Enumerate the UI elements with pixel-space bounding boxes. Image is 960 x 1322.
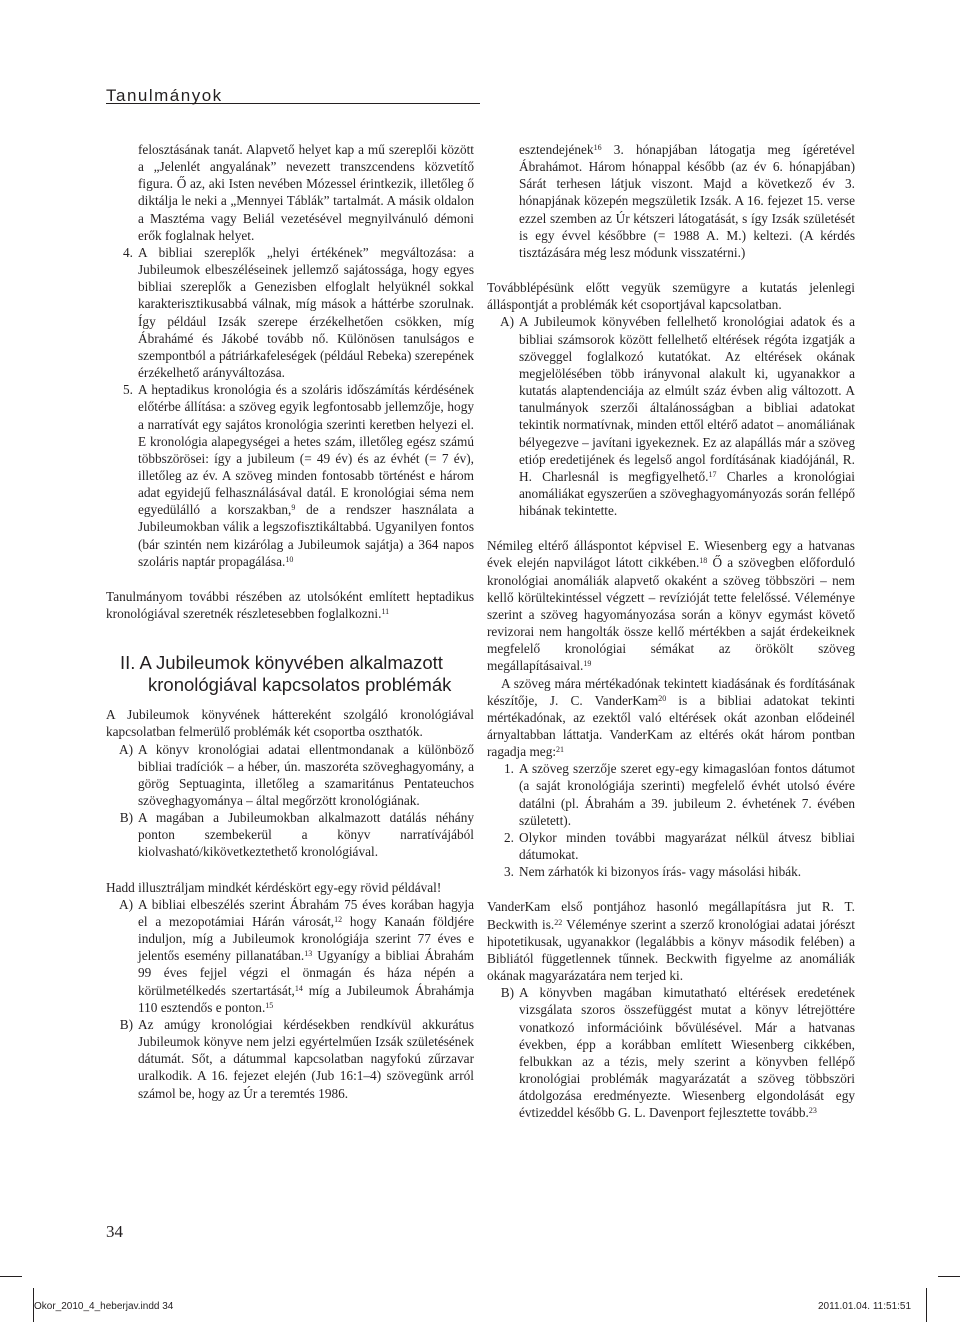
group-item-b [106,809,474,860]
group-item-a [106,741,474,810]
footnote-ref: 12 [334,914,343,924]
footer-timestamp: 2011.01.04. 11:51:51 [818,1301,912,1312]
section-title-line: II. A Jubileumok könyvében alkalmazott [120,652,443,674]
wiesenberg-paragraph [487,537,855,674]
item-text-part: A bibliai elbeszélés szerint Ábrahám 75 éves korában hagyja el a mezopotámiai Hárán városát, [138,896,474,929]
item-text-part: A könyvben magában kimutatható eltérések eredetének vizsgálata szoros összefüggést mutat a könyv létrejöttére vonatkozó információink bővülésével. Már a hatvanas években, épp a korábban említett Wiesenberg cikkében, felbukkan az a tézis, mely szerint a könyvben fellépő kronológiai problémák magyarázatát a szöveg többszöri átdolgozása eredményezte. Wiesenberg elgondolását egy évtizeddel később G. L. Davenport fejlesztette tovább. [519,985,855,1121]
page-number: 34 [106,1222,123,1241]
footnote-ref: 9 [291,503,296,513]
proceed-paragraph: Továbblépésünk előtt vegyük szemügyre a kutatás jelenlegi álláspontját a problémák két csoportjával kapcsolatban. [487,280,855,313]
numbered-point-3 [487,863,855,880]
footer-filename: Okor_2010_4_heberjav.indd 34 [34,1301,174,1312]
footnote-ref: 15 [265,1000,274,1010]
running-header: Tanulmányok [106,86,223,105]
footnote-ref: 10 [285,554,294,564]
footnote-ref: 18 [699,556,708,566]
paragraph-text: Ő a szövegben előforduló kronológiai anomáliák alapvető okaként a szöveg többszöri – nem kellő körültekintéssel végzett – revízióját tette felelőssé. Véleménye szerint a szöveg hagyományozása során a könyv egymást követő revizorai nem hangolták össze kellő mértékben a saját érdekeiknek megfelelő kronológiai sémákat az örökölt szöveg megállapításaival. [487,555,855,674]
item-text-part: A Jubileumok könyvében fellelhető kronológiai adatok és a bibliai számsorok között fellelhető eltérések régóta izgatják a szöveggel foglalkozó kutatókat. Az eltérések okának megjelölésében több irányvonal alakult ki, ugyanakkor a kutatás alaptendenciája az elmúlt száz évben alig változott. A tanulmányok szerzői általánosságban a bibliai adatokat tekintik normatívnak, minden ettől eltérő adatot – anomáliának bélyegezve – javítani igyekeznek. Ez az alapállás már a szöveg etióp eredetijének és legelső angol fordításának kiadójánál, R. H. Charlesnál is megfigyelhető. [519,314,855,484]
numbered-item-5 [106,381,474,570]
item-text [138,896,474,1016]
item-label: A) [499,314,514,330]
item-number: 4. [123,244,133,260]
item-label: A) [118,896,133,912]
item-number: 5. [123,382,133,398]
item-text-part: A heptadikus kronológia és a szoláris időszámítás kérdésének előtérbe állítása: a szöveg egyik legfontosabb jellemzője, hogy a narratívát egy sajátos kronológia szerinti keretben helyezi el. E kronológia alapegységei a hetes szám, illetőleg egész számú többszörösei: így a jubileum (= 49 év) és az évhét (= 7 év), illetőleg az év. A szöveg minden fontosabb történést e három adat egyidejű felhasználásával datál. E kronológiai séma nem egyedülálló a korszakban, [138,382,474,518]
intro-paragraph: felosztásának tanát. Alapvető helyet kap a mű szereplői között a „Jelenlét angyalának” nevezett transzcendens közvetítő figura. Ő az, aki Isten nevében Mózessel érintkezik, illetőleg ő diktálja le neki a „Mennyei Táblák” tartalmát. A másik oldalon a Masztéma vagy Beliál vezetésével megnyilvánuló démoni erők foglalnak helyet. [138,142,474,243]
paragraph-text: Némileg eltérő álláspontot képvisel E. Wiesenberg egy a hatvanas évek elején napvilágot látott cikkében. [487,538,855,571]
item-label: A) [118,741,133,757]
research-item-b [487,984,855,1121]
item-text: A könyv kronológiai adatai ellentmondanak a különböző bibliai tradíciók – a héber, ún. maszoréta szöveghagyomány, a görög Septuaginta, illetőleg a szamaritánus Pentateuchos szöveghagyománya – által megőrzött kronológiának. [138,741,474,808]
transition-paragraph [106,588,474,622]
research-item-a [487,313,855,519]
paragraph-text: VanderKam első pontjához hasonló megállapításra jut R. T. Beckwith is. [487,899,855,932]
example-item-a [106,896,474,1016]
beckwith-paragraph [487,898,855,984]
paragraph-text: Tanulmányom további részében az utolsóként említett heptadikus kronológiával szeretnék részletesebben foglalkozni. [106,588,474,622]
footnote-ref: 14 [294,983,303,993]
crop-mark [926,1288,927,1322]
item-text: A szöveg szerzője szeret egy-egy kimagaslóan fontos dátumot (a saját kronológiája szerinti) megfelelő évhét utolsó évére datálni (pl. Ábrahám a 39. jubileum 2. évhetének 7. évében született). [519,761,855,828]
item-label: B) [119,1016,133,1032]
item-text-part: Ugyanígy a bibliai Ábrahám 99 éves fejjel végzi el önmagán és háza népén a körülmetélkedés szertartását, [138,948,474,998]
crop-mark [0,1276,22,1277]
item-text [519,984,855,1121]
item-text: A magában a Jubileumokban alkalmazott datálás néhány ponton szembekerül a könyv narratívájából kiolvasható/kikövetkeztethető kronológiával. [138,810,474,860]
header-rule [106,103,480,104]
paragraph-text: esztendejének [519,142,594,157]
item-label: B) [500,985,514,1001]
numbered-item-4 [106,244,474,381]
illustrate-paragraph: Hadd illusztráljam mindkét kérdéskört egy-egy rövid példával! [106,879,442,895]
item-number: 1. [504,761,514,777]
footnote-ref: 13 [304,949,313,959]
item-text: Nem zárhatók ki bizonyos írás- vagy másolási hibák. [519,864,802,880]
item-text: Az amúgy kronológiai kérdésekben rendkívül akkurátus Jubileumok könyve nem jelzi egyértelműen Izsák születésének dátumát. Sőt, a dátummal kapcsolatban nagyfokú zűrzavar uralkodik. A 16. fejezet elején (Jub 16:1–4) szövegünk arról számol be, hogy az Úr a teremtés 1986. [138,1016,474,1101]
right-column [487,141,855,1121]
paragraph-text: Véleménye szerint a szerző kronológiai adatai jórészt hipotetikusak, ugyanakkor (legalábbis a könyv második felében) a Bibliától függetlennek tűnnek. Beckwith figyelme az anomáliák okának magyarázatára nem terjed ki. [487,916,855,984]
item-text-part: Charles a kronológiai anomáliákat egyszerűen a szöveghagyományozás során fellépő hibának tekintette. [519,468,855,519]
footnote-ref: 23 [808,1106,817,1116]
paragraph-text: A szöveg mára mértékadónak tekintett kiadásának és fordításának készítője, J. C. VanderKam [487,675,855,708]
paragraph-text: is a bibliai adatokat tekinti mértékadónak, az ezektől való eltérések okát azonban elődeinél árnyaltabban láttatja. VanderKam az eltérés okát három pontban ragadja meg: [487,692,856,760]
item-text-part: hogy Kanaán földjére induljon, míg a Jubileumok kronológiája szerint 77 éves e jelentős esemény pillanatában. [138,913,474,964]
left-column [106,141,474,1102]
footnote-ref: 17 [708,469,717,479]
item-label: B) [119,810,133,826]
item-text [138,381,474,570]
item-number: 3. [504,864,514,880]
footnote-ref: 11 [381,607,390,617]
crop-mark [938,1276,960,1277]
section-intro: A Jubileumok könyvének háttereként szolgáló kronológiával kapcsolatban felmerülő problémák két csoportba oszthatók. [106,707,474,740]
continuation-paragraph [487,141,855,261]
footnote-ref: 19 [583,659,592,669]
vanderkam-paragraph [487,675,855,761]
item-text: A bibliai szereplők „helyi értékének” megváltozása: a Jubileumok elbeszéléseinek jellemző sajátossága, hogy egyes bibliai szereplők a Genezisben elfoglalt helyüknél sokkal karakterisztikusabbá válnak, míg mások a háttérbe szorulnak. Így például Izsák szerepe érzékelhetően csökken, míg Ábrahámé és Jákobé tovább nő. Különösen tanulságos e szempontból a pátriárkafeleségek (például Rebeka) szerepének érzékelhető arányváltozása. [138,244,474,381]
footnote-ref: 20 [658,693,667,703]
section-title-line: kronológiával kapcsolatos problémák [148,674,452,696]
footnote-ref: 16 [593,143,602,152]
item-text: Olykor minden további magyarázat nélkül átvesz bibliai dátumokat. [519,829,855,863]
paragraph-text: 3. hónapjában látogatja meg ígéretével Ábrahámot. Három hónappal később (az év 6. hónapjában) Sárát terhesen látjuk viszont. Majd a következő év 3. hónapjának közepén megszületik Izsák. A 16. fejezet 15. verse ezzel szemben az Úr kétszeri látogatását, s így Izsák születését is egy évvel későbbre (= 1988 A. M.) keltezi. (A kérdés tisztázására még lesz módunk visszatérni.) [519,142,855,260]
item-text-part: míg a Jubileumok Ábrahámja 110 esztendős e ponton. [138,982,474,1015]
example-item-b [106,1016,474,1102]
item-text [519,313,855,519]
footnote-ref: 22 [554,917,563,927]
footnote-ref: 21 [556,745,565,755]
numbered-point-2 [487,829,855,863]
numbered-point-1 [487,760,855,829]
item-number: 2. [504,829,514,845]
item-text-part: de a rendszer használata a Jubileumokban válik a legszofisztikáltabbá. Ugyanilyen fontos (bár szintén nem kizárólag a Jubileumok sajátja) a 364 napos szoláris naptár propagálása. [138,502,474,569]
section-title [106,652,474,696]
